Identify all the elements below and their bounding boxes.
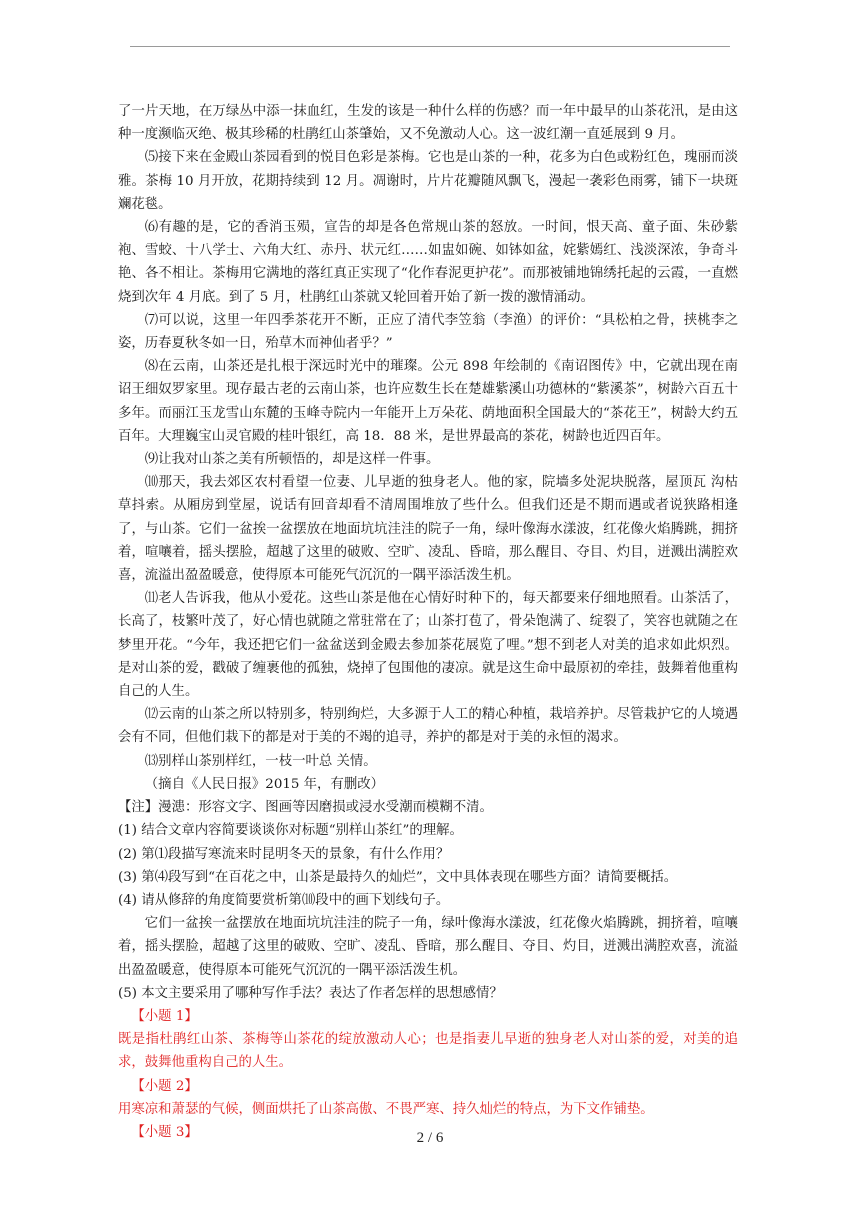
paragraph-7: ⑺可以说，这里一年四季茶花开不断，正应了清代李笠翁（李渔）的评价：“具松柏之骨，挟桃李之姿，历春夏秋冬如一日，殆草木而神仙者乎？” [118,312,738,352]
question-4: (4) 请从修辞的角度简要赏析第⑽段中的画下划线句子。 [118,892,450,908]
question-2: (2) 第⑴段描写寒流来时昆明冬天的景象，有什么作用？ [118,846,450,862]
paragraph-continued: 了一片天地，在万绿丛中添一抹血红，生发的该是一种什么样的伤感？而一年中最早的山茶花汛，是由这种一度濒临灭绝、极其珍稀的杜鹃红山茶肇始，又不免激动人心。这一波红潮一直延展到 9 月。 [118,104,738,143]
page-number: 2 / 6 [416,1130,444,1146]
paragraph-8: ⑻在云南，山茶还是扎根于深远时光中的璀璨。公元 898 年绘制的《南诏图传》中，它就出现在南诏王细奴罗家里。现存最古老的云南山茶，也许应数生长在楚雄紫溪山功德林的“紫溪茶”，树龄六百五十多年。而丽江玉龙雪山东麓的玉峰寺院内一年能开上万朵花、荫地面积全国最大的“茶花王”，树龄大约五百年。大理巍宝山灵官殿的桂叶银红，高 18．88 米，是世界最高的茶花，树龄也近四百年。 [118,359,738,444]
source-citation: （摘自《人民日报》2015 年，有删改） [144,776,384,792]
answer-1-label: 【小题 1】 [131,1008,198,1024]
answer-2-text: 用寒凉和萧瑟的气候，侧面烘托了山茶高傲、不畏严寒、持久灿烂的特点，为下文作铺垫。 [118,1101,654,1117]
document-body [118,100,738,1144]
paragraph-6: ⑹有趣的是，它的香消玉殒，宣告的却是各色常规山茶的怒放。一时间，恨天高、童子面、朱砂紫袍、雪蛟、十八学士、六角大红、赤丹、状元红……如盅如碗、如钵如盆，姹紫嫣红、浅淡深浓，争奇斗艳、各不相让。茶梅用它满地的落红真正实现了“化作春泥更护花”。而那被铺地锦绣托起的云霞，一直燃烧到次年 4 月底。到了 5 月，杜鹃红山茶就又轮回着开始了新一拨的激情涌动。 [118,220,738,305]
annotation-note: 【注】漫漶：形容文字、图画等因磨损或浸水受潮而模糊不清。 [118,800,493,816]
question-5: (5) 本文主要采用了哪种写作手法？表达了作者怎样的思想感情？ [118,985,503,1001]
answer-1-text: 既是指杜鹃红山茶、茶梅等山茶花的绽放激动人心；也是指妻儿早逝的独身老人对山茶的爱，对美的追求，鼓舞他重构自己的人生。 [118,1032,738,1071]
answer-2-label: 【小题 2】 [131,1078,198,1094]
paragraph-5: ⑸接下来在金殿山茶园看到的悦目色彩是茶梅。它也是山茶的一种，花多为白色或粉红色，瑰丽而淡雅。茶梅 10 月开放，花期持续到 12 月。凋谢时，片片花瓣随风飘飞，漫起一袭彩色雨雾，铺下一块斑斓花毯。 [118,150,738,212]
question-3: (3) 第⑷段写到“在百花之中，山茶是最持久的灿烂”，文中具体表现在哪些方面？请简要概括。 [118,869,678,885]
header-rule [130,46,730,47]
paragraph-9: ⑼让我对山茶之美有所顿悟的，却是这样一件事。 [144,452,440,468]
paragraph-11: ⑾老人告诉我，他从小爱花。这些山茶是他在心情好时种下的，每天都要来仔细地照看。山茶活了， 长高了，枝繁叶茂了，好心情也就随之常驻常在了；山茶打苞了，骨朵饱满了、绽裂了，笑容也就随之在梦里开花。“今年，我还把它们一盆盆送到金殿去参加茶花展览了哩。”想不到老人对美的追求如此炽烈。是对山茶的爱，戳破了缠裹他的孤独，烧掉了包围他的凄凉。就是这生命中最原初的牵挂，鼓舞着他重构自己的人生。 [118,591,738,700]
paragraph-10: ⑽那天，我去郊区农村看望一位妻、儿早逝的独身老人。他的家，院墙多处泥块脱落，屋顶瓦 沟枯草抖索。从厢房到堂屋，说话有回音却看不清周围堆放了些什么。但我们还是不期而遇或者说狭路相逢了，与山茶。它们一盆挨一盆摆放在地面坑坑洼洼的院子一角，绿叶像海水漾波，红花像火焰腾跳，拥挤着，喧嚷着，摇头摆脸，超越了这里的破败、空旷、凌乱、昏暗，那么醒目、夺目、灼目，迸溅出满腔欢喜，流溢出盈盈暖意，使得原本可能死气沉沉的一隅平添活泼生机。 [118,475,738,584]
answer-3-label: 【小题 3】 [131,1124,198,1140]
paragraph-12: ⑿云南的山茶之所以特别多，特别绚烂，大多源于人工的精心种植，栽培养护。尽管栽护它的人境遇会有不同，但他们栽下的都是对于美的不竭的追寻，养护的都是对于美的永恒的渴求。 [118,707,738,746]
question-4-quote: 它们一盆挨一盆摆放在地面坑坑洼洼的院子一角，绿叶像海水漾波，红花像火焰腾跳，拥挤着，喧嚷着，摇头摆脸，超越了这里的破败、空旷、凌乱、昏暗，那么醒目、夺目、灼目，迸溅出满腔欢喜，流溢出盈盈暖意，使得原本可能死气沉沉的一隅平添活泼生机。 [118,916,738,978]
paragraph-13: ⒀别样山茶别样红，一枝一叶总 关情。 [144,753,377,769]
question-1: (1) 结合文章内容简要谈谈你对标题“别样山茶红”的理解。 [118,823,463,839]
